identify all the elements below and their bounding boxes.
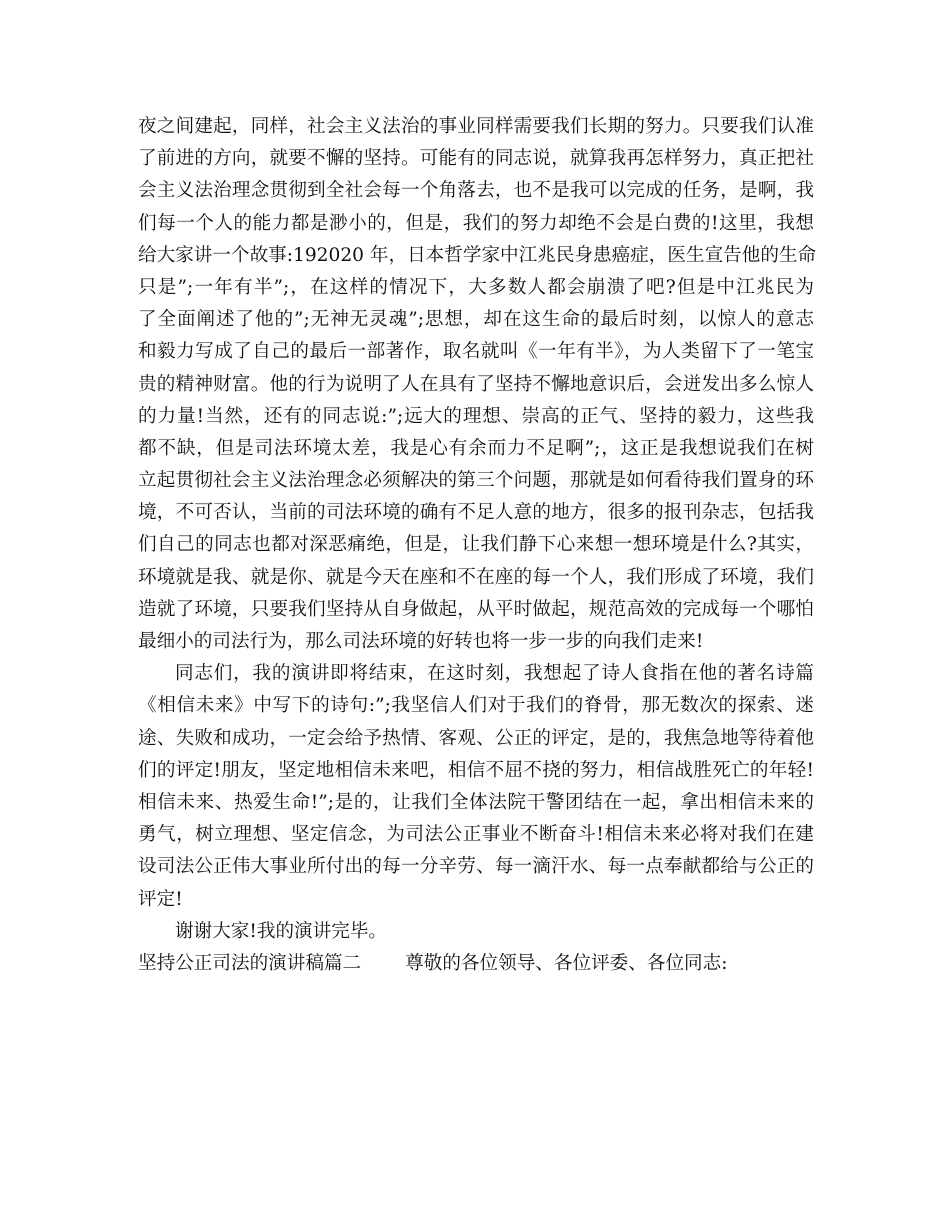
paragraph-line: 贵的精神财富。他的行为说明了人在具有了坚持不懈地意识后，会迸发出多么惊人	[138, 373, 814, 395]
paragraph-line: 们每一个人的能力都是渺小的，但是，我们的努力却绝不会是白费的!这里，我想	[138, 212, 814, 234]
paragraph-3	[138, 916, 814, 948]
speech-title: 坚持公正司法的演讲稿篇二	[138, 952, 362, 974]
paragraph-line: 给大家讲一个故事:192020 年，日本哲学家中江兆民身患癌症，医生宣告他的生命	[138, 244, 817, 266]
paragraph-line: 会主义法治理念贯彻到全社会每一个角落去，也不是我可以完成的任务，是啊，我	[138, 180, 814, 202]
paragraph-line: 途、失败和成功，一定会给予热情、客观、公正的评定，是的，我焦急地等待着他	[138, 727, 814, 749]
paragraph-line: 了前进的方向，就要不懈的坚持。可能有的同志说，就算我再怎样努力，真正把社	[138, 148, 814, 170]
paragraph-line: 相信未来、热爱生命!”;是的，让我们全体法院干警团结在一起，拿出相信未来的	[138, 791, 814, 813]
paragraph-2	[138, 658, 814, 916]
paragraph-line: 只是”;一年有半”;，在这样的情况下，大多数人都会崩溃了吧?但是中江兆民为	[138, 276, 814, 298]
paragraph-line: 和毅力写成了自己的最后一部著作，取名就叫《一年有半》，为人类留下了一笔宝	[138, 341, 814, 363]
paragraph-line: 的力量!当然，还有的同志说:”;远大的理想、崇高的正气、坚持的毅力，这些我	[138, 405, 814, 427]
paragraph-line: 们的评定!朋友，坚定地相信未来吧，相信不屈不挠的努力，相信战胜死亡的年轻!	[138, 759, 814, 781]
paragraph-line: 环境就是我、就是你、就是今天在座和不在座的每一个人，我们形成了环境，我们	[138, 566, 814, 588]
section-heading	[138, 948, 814, 980]
paragraph-line: 评定!	[138, 888, 183, 910]
paragraph-line: 夜之间建起，同样，社会主义法治的事业同样需要我们长期的努力。只要我们认准	[138, 116, 814, 137]
paragraph-line: 造就了环境，只要我们坚持从自身做起，从平时做起，规范高效的完成每一个哪怕	[138, 598, 814, 620]
paragraph-line: 最细小的司法行为，那么司法环境的好转也将一步一步的向我们走来!	[138, 631, 704, 652]
paragraph-line: 《相信未来》中写下的诗句:”;我坚信人们对于我们的脊骨，那无数次的探索、迷	[138, 695, 814, 717]
paragraph-line: 都不缺，但是司法环境太差，我是心有余而力不足啊”;，这正是我想说我们在树	[138, 437, 814, 459]
paragraph-line: 同志们，我的演讲即将结束，在这时刻，我想起了诗人食指在他的著名诗篇	[175, 663, 814, 685]
paragraph-line: 们自己的同志也都对深恶痛绝，但是，让我们静下心来想一想环境是什么?其实，	[138, 534, 814, 556]
document-body	[138, 111, 817, 980]
paragraph-line: 谢谢大家!我的演讲完毕。	[175, 920, 388, 942]
paragraph-line: 了全面阐述了他的”;无神无灵魂”;思想，却在这生命的最后时刻，以惊人的意志	[138, 309, 814, 331]
salutation: 尊敬的各位领导、各位评委、各位同志:	[405, 952, 728, 974]
paragraph-line: 勇气，树立理想、坚定信念，为司法公正事业不断奋斗!相信未来必将对我们在建	[138, 824, 814, 846]
paragraph-line: 境，不可否认，当前的司法环境的确有不足人意的地方，很多的报刊杂志，包括我	[138, 502, 814, 524]
paragraph-line: 设司法公正伟大事业所付出的每一分辛劳、每一滴汗水、每一点奉献都给与公正的	[138, 856, 814, 878]
paragraph-1	[138, 111, 817, 658]
paragraph-line: 立起贯彻社会主义法治理念必须解决的第三个问题，那就是如何看待我们置身的环	[138, 470, 814, 492]
